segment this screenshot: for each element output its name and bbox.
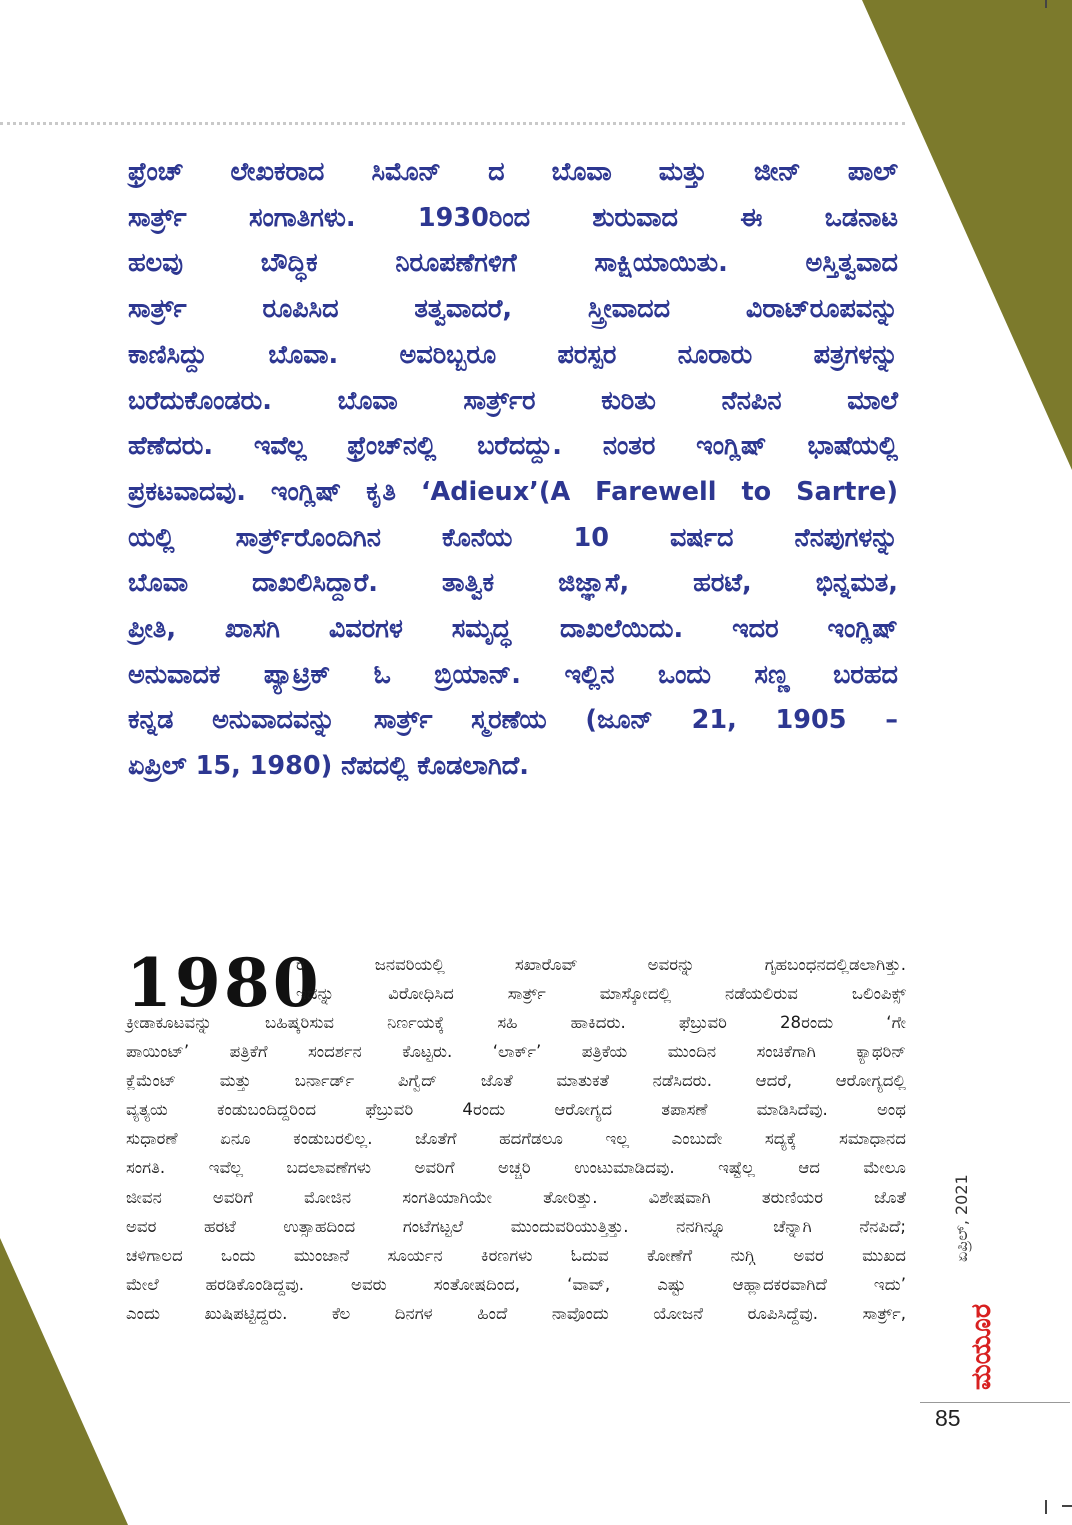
crop-mark-top xyxy=(1045,0,1047,8)
intro-line: ಕನ್ನಡ ಅನುವಾದವನ್ನು ಸಾರ್ತ್ರ್ ಸ್ಮರಣೆಯ (ಜೂನ್ 21, 1905 – xyxy=(128,705,898,736)
body-line: ಮೇಲೆ ಹರಡಿಕೊಂಡಿದ್ದವು. ಅವರು ಸಂತೋಷದಿಂದ, ‘ವಾವ್, ಎಷ್ಟು ಆಹ್ಲಾದಕರವಾಗಿದೆ ಇದು’ xyxy=(126,1274,906,1294)
intro-line: ಬರೆದುಕೊಂಡರು. ಬೊವಾ ಸಾರ್ತ್ರ್‌ರ ಕುರಿತು ನೆನಪಿನ ಮಾಲೆ xyxy=(128,385,898,416)
intro-line: ಫ್ರೆಂಚ್ ಲೇಖಕರಾದ ಸಿಮೊನ್ ದ ಬೊವಾ ಮತ್ತು ಜೀನ್ ಪಾಲ್ xyxy=(128,157,898,187)
issue-date: ಏಪ್ರಿಲ್, 2021 xyxy=(952,1174,971,1262)
body-line: ಸುಧಾರಣೆ ಏನೂ ಕಂಡುಬರಲಿಲ್ಲ. ಜೊತೆಗೆ ಹದಗೆಡಲೂ ಇಲ್ಲ ಎಂಬುದೇ ಸದ್ಯಕ್ಕೆ ಸಮಾಧಾನದ xyxy=(126,1129,906,1149)
intro-line: ಸಾರ್ತ್ರ್ ರೂಪಿಸಿದ ತತ್ವವಾದರೆ, ಸ್ತ್ರೀವಾದದ ವಿರಾಟ್‌ರೂಪವನ್ನು xyxy=(128,294,898,325)
body-line: ಪಾಯಿಂಟ್’ ಪತ್ರಿಕೆಗೆ ಸಂದರ್ಶನ ಕೊಟ್ಟರು. ‘ಲಾರ್ಕ್’ ಪತ್ರಿಕೆಯ ಮುಂದಿನ ಸಂಚಿಕೆಗಾಗಿ ಕ್ಯಾಥರಿನ್ xyxy=(126,1042,906,1062)
dotted-separator xyxy=(0,122,905,125)
intro-line: ಪ್ರೀತಿ, ಖಾಸಗಿ ವಿವರಗಳ ಸಮೃದ್ಧ ದಾಖಲೆಯಿದು. ಇದರ ಇಂಗ್ಲಿಷ್ xyxy=(128,614,898,645)
intro-line: ಪ್ರಕಟವಾದವು. ಇಂಗ್ಲಿಷ್ ಕೃತಿ ‘Adieux’(A Farewell to Sartre) xyxy=(128,476,898,507)
body-line: ಸಂಗತಿ. ಇವೆಲ್ಲ ಬದಲಾವಣೆಗಳು ಅವರಿಗೆ ಅಚ್ಚರಿ ಉಂಟುಮಾಡಿದವು. ಇಷ್ಟೆಲ್ಲ ಆದ ಮೇಲೂ xyxy=(126,1158,906,1178)
intro-line: ಏಪ್ರಿಲ್ 15, 1980) ನೆಪದಲ್ಲಿ ಕೊಡಲಾಗಿದೆ. xyxy=(128,751,529,782)
page-number-rule xyxy=(920,1402,1070,1403)
magazine-logo: ಮಯೂರ xyxy=(966,1303,997,1390)
intro-line: ಕಾಣಿಸಿದ್ದು ಬೊವಾ. ಅವರಿಬ್ಬರೂ ಪರಸ್ಪರ ನೂರಾರು ಪತ್ರಗಳನ್ನು xyxy=(128,339,898,370)
dropcap-year: 1980 xyxy=(126,944,322,1022)
intro-line: ಯಲ್ಲಿ ಸಾರ್ತ್ರ್‌ರೊಂದಿಗಿನ ಕೊನೆಯ 10 ವರ್ಷದ ನೆನಪುಗಳನ್ನು xyxy=(128,522,898,553)
intro-line: ಅನುವಾದಕ ಪ್ಯಾಟ್ರಿಕ್ ಓ ಬ್ರಿಯಾನ್‌. ಇಲ್ಲಿನ ಒಂದು ಸಣ್ಣ ಬರಹದ xyxy=(128,659,898,690)
body-line: ಅವರ ಹರಟೆ ಉತ್ಸಾಹದಿಂದ ಗಂಟೆಗಟ್ಟಲೆ ಮುಂದುವರಿಯುತ್ತಿತ್ತು. ನನಗಿನ್ನೂ ಚೆನ್ನಾಗಿ ನೆನಪಿದೆ; xyxy=(126,1216,906,1236)
crop-mark-right xyxy=(1062,1505,1072,1507)
body-line: ಚಳಿಗಾಲದ ಒಂದು ಮುಂಜಾನೆ ಸೂರ್ಯನ ಕಿರಣಗಳು ಓದುವ ಕೋಣೆಗೆ ನುಗ್ಗಿ ಅವರ ಮುಖದ xyxy=(126,1245,906,1265)
body-line: ಇದನ್ನು ವಿರೋಧಿಸಿದ ಸಾರ್ತ್ರ್ ಮಾಸ್ಕೋದಲ್ಲಿ ನಡೆಯಲಿರುವ ಒಲಿಂಪಿಕ್ಸ್ xyxy=(296,984,906,1004)
dropcap-side-text xyxy=(296,950,906,1008)
olive-band-bottom-left xyxy=(0,1238,128,1525)
intro-paragraph xyxy=(128,150,898,790)
body-line: ಎಂದು ಖುಷಿಪಟ್ಟಿದ್ದರು. ಕೆಲ ದಿನಗಳ ಹಿಂದೆ ನಾವೊಂದು ಯೋಜನೆ ರೂಪಿಸಿದ್ದೆವು. ಸಾರ್ತ್ರ್, xyxy=(126,1303,906,1323)
intro-line: ಹಲವು ಬೌದ್ಧಿಕ ನಿರೂಪಣೆಗಳಿಗೆ ಸಾಕ್ಷಿಯಾಯಿತು. ಅಸ್ತಿತ್ವವಾದ xyxy=(128,248,898,279)
body-line: ರ ಜನವರಿಯಲ್ಲಿ ಸಖಾರೊವ್ ಅವರನ್ನು ಗೃಹಬಂಧನದಲ್ಲಿಡಲಾಗಿತ್ತು. xyxy=(296,955,906,974)
body-line: ವ್ಯತ್ಯಯ ಕಂಡುಬಂದಿದ್ದರಿಂದ ಫೆಬ್ರುವರಿ 4ರಂದು ಆರೋಗ್ಯದ ತಪಾಸಣೆ ಮಾಡಿಸಿದೆವು. ಅಂಥ xyxy=(126,1100,906,1120)
body-line: ಜೀವನ ಅವರಿಗೆ ಮೋಜಿನ ಸಂಗತಿಯಾಗಿಯೇ ತೋರಿತ್ತು. ವಿಶೇಷವಾಗಿ ತರುಣಿಯರ ಜೊತೆ xyxy=(126,1187,906,1207)
crop-mark-bottom xyxy=(1045,1500,1047,1514)
page-number: 85 xyxy=(935,1405,961,1431)
intro-line: ಹೆಣೆದರು. ಇವೆಲ್ಲ ಫ್ರೆಂಚ್‌ನಲ್ಲಿ ಬರೆದದ್ದು. ನಂತರ ಇಂಗ್ಲಿಷ್ ಭಾಷೆಯಲ್ಲಿ xyxy=(128,431,898,462)
body-line: ಕ್ಲೆಮೆಂಟ್ ಮತ್ತು ಬರ್ನಾರ್ಡ್ ಪಿಗ್ವೆದ್ ಜೊತೆ ಮಾತುಕತೆ ನಡೆಸಿದರು. ಆದರೆ, ಆರೋಗ್ಯದಲ್ಲಿ xyxy=(126,1071,906,1091)
body-line: ಕ್ರೀಡಾಕೂಟವನ್ನು ಬಹಿಷ್ಕರಿಸುವ ನಿರ್ಣಯಕ್ಕೆ ಸಹಿ ಹಾಕಿದರು. ಫೆಬ್ರುವರಿ 28ರಂದು ‘ಗೇ xyxy=(126,1013,906,1032)
dropcap-block xyxy=(126,944,906,1022)
intro-line: ಸಾರ್ತ್ರ್ ಸಂಗಾತಿಗಳು. 1930ರಿಂದ ಶುರುವಾದ ಈ ಒಡನಾಟ xyxy=(128,202,898,233)
intro-line: ಬೊವಾ ದಾಖಲಿಸಿದ್ದಾರೆ. ತಾತ್ವಿಕ ಜಿಜ್ಞಾಸೆ, ಹರಟೆ, ಭಿನ್ನಮತ, xyxy=(128,568,898,599)
body-text xyxy=(126,944,906,1328)
